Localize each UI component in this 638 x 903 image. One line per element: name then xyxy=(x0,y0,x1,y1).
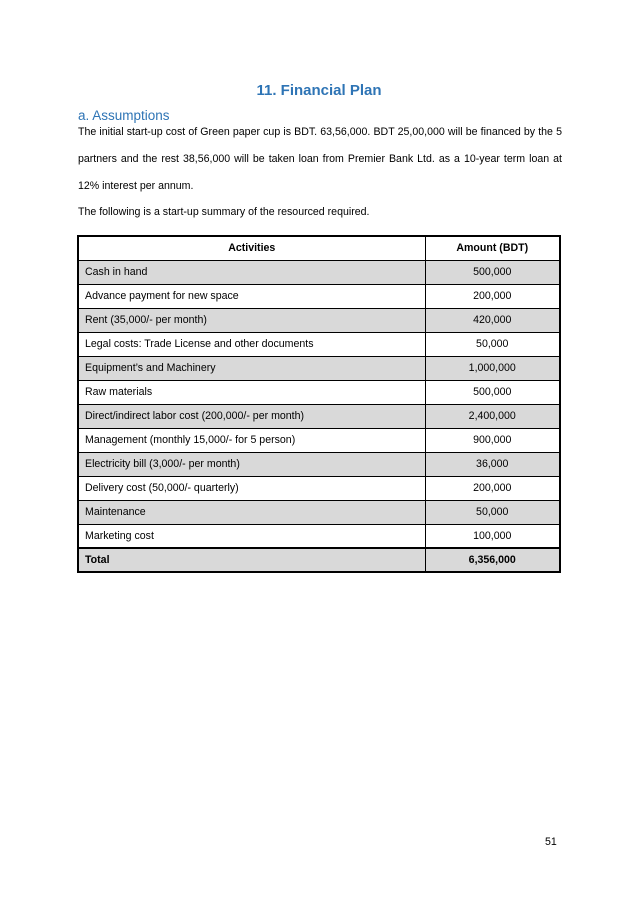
amount-cell: 100,000 xyxy=(425,524,560,548)
amount-cell: 36,000 xyxy=(425,452,560,476)
amount-cell: 900,000 xyxy=(425,428,560,452)
table-row xyxy=(78,260,560,284)
page-number: 51 xyxy=(545,836,557,848)
table-row xyxy=(78,332,560,356)
amount-cell: 500,000 xyxy=(425,260,560,284)
amount-cell: 420,000 xyxy=(425,308,560,332)
table-row xyxy=(78,404,560,428)
table-row xyxy=(78,428,560,452)
header-activities: Activities xyxy=(78,236,425,260)
summary-intro-paragraph: The following is a start-up summary of the resourced required. xyxy=(78,206,370,218)
activity-cell: Legal costs: Trade License and other documents xyxy=(78,332,425,356)
table-header-row xyxy=(78,236,560,260)
page-title: 11. Financial Plan xyxy=(256,82,382,99)
amount-cell: 50,000 xyxy=(425,332,560,356)
activity-cell: Rent (35,000/- per month) xyxy=(78,308,425,332)
amount-cell: 50,000 xyxy=(425,500,560,524)
table-row xyxy=(78,452,560,476)
activity-cell: Advance payment for new space xyxy=(78,284,425,308)
table-row xyxy=(78,500,560,524)
table-row xyxy=(78,356,560,380)
amount-cell: 500,000 xyxy=(425,380,560,404)
activity-cell: Equipment’s and Machinery xyxy=(78,356,425,380)
table-row xyxy=(78,284,560,308)
amount-cell: 200,000 xyxy=(425,476,560,500)
table-row xyxy=(78,524,560,548)
total-label-cell: Total xyxy=(78,548,425,572)
amount-cell: 1,000,000 xyxy=(425,356,560,380)
header-amount: Amount (BDT) xyxy=(425,236,560,260)
activity-cell: Direct/indirect labor cost (200,000/- per month) xyxy=(78,404,425,428)
table-row xyxy=(78,308,560,332)
activity-cell: Raw materials xyxy=(78,380,425,404)
activity-cell: Electricity bill (3,000/- per month) xyxy=(78,452,425,476)
activity-cell: Delivery cost (50,000/- quarterly) xyxy=(78,476,425,500)
activity-cell: Management (monthly 15,000/- for 5 person) xyxy=(78,428,425,452)
activity-cell: Maintenance xyxy=(78,500,425,524)
table-total-row xyxy=(78,548,560,572)
section-heading-assumptions: a. Assumptions xyxy=(78,108,170,123)
amount-cell: 200,000 xyxy=(425,284,560,308)
amount-cell: 2,400,000 xyxy=(425,404,560,428)
total-amount-cell: 6,356,000 xyxy=(425,548,560,572)
startup-summary-table xyxy=(77,235,561,573)
table-row xyxy=(78,476,560,500)
activity-cell: Cash in hand xyxy=(78,260,425,284)
activity-cell: Marketing cost xyxy=(78,524,425,548)
table-row xyxy=(78,380,560,404)
assumptions-paragraph: The initial start-up cost of Green paper cup is BDT. 63,56,000. BDT 25,00,000 will be financed by the 5 partners and the rest 38,56,000 will be taken loan from Premier Bank Ltd. as a 10-year term loan at 12% interest per annum. xyxy=(78,126,562,192)
